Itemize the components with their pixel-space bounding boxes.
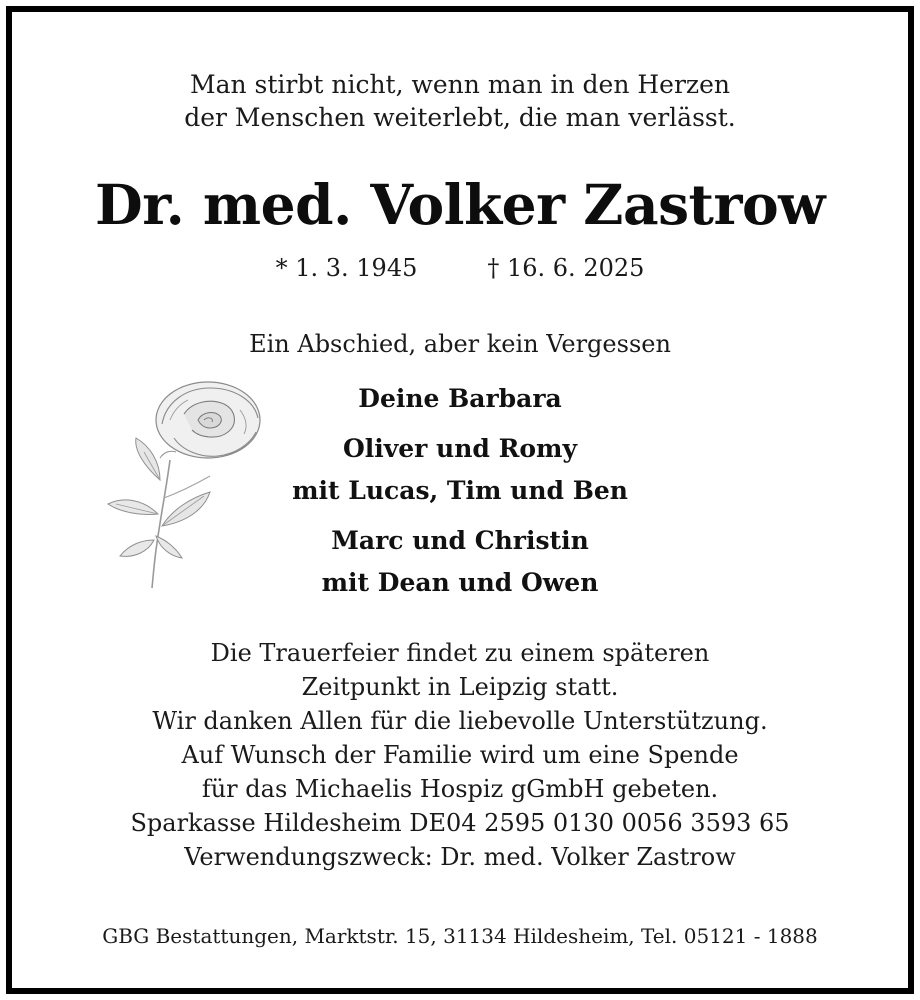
info-line: Wir danken Allen für die liebevolle Unterstützung. [152, 707, 768, 735]
obituary-notice [6, 6, 914, 994]
family-list [12, 378, 908, 604]
bank-details: Sparkasse Hildesheim DE04 2595 0130 0056 3593 65 [130, 809, 790, 837]
life-dates [12, 254, 908, 282]
info-line: Auf Wunsch der Familie wird um eine Spende [181, 741, 739, 769]
motto-quote [12, 68, 908, 134]
motto-line-1: Man stirbt nicht, wenn man in den Herzen [189, 70, 730, 99]
family-member: Oliver und Romy [342, 434, 578, 463]
death-date: † 16. 6. 2025 [487, 254, 645, 282]
farewell-line: Ein Abschied, aber kein Vergessen [249, 330, 671, 358]
motto-line-2: der Menschen weiterlebt, die man verlässt. [184, 103, 736, 132]
info-block [12, 636, 908, 874]
info-line: Die Trauerfeier findet zu einem späteren [210, 639, 710, 667]
family-member: mit Lucas, Tim und Ben [292, 476, 628, 505]
family-member: Marc und Christin [331, 526, 589, 555]
info-line: für das Michaelis Hospiz gGmbH gebeten. [201, 775, 719, 803]
birth-date: * 1. 3. 1945 [275, 254, 418, 282]
payment-reference: Verwendungszweck: Dr. med. Volker Zastrow [184, 843, 736, 871]
funeral-home-footer: GBG Bestattungen, Marktstr. 15, 31134 Hildesheim, Tel. 05121 - 1888 [102, 924, 818, 948]
deceased-name: Dr. med. Volker Zastrow [95, 172, 825, 237]
info-line: Zeitpunkt in Leipzig statt. [301, 673, 619, 701]
family-member: mit Dean und Owen [321, 568, 599, 597]
family-member: Deine Barbara [358, 384, 562, 413]
